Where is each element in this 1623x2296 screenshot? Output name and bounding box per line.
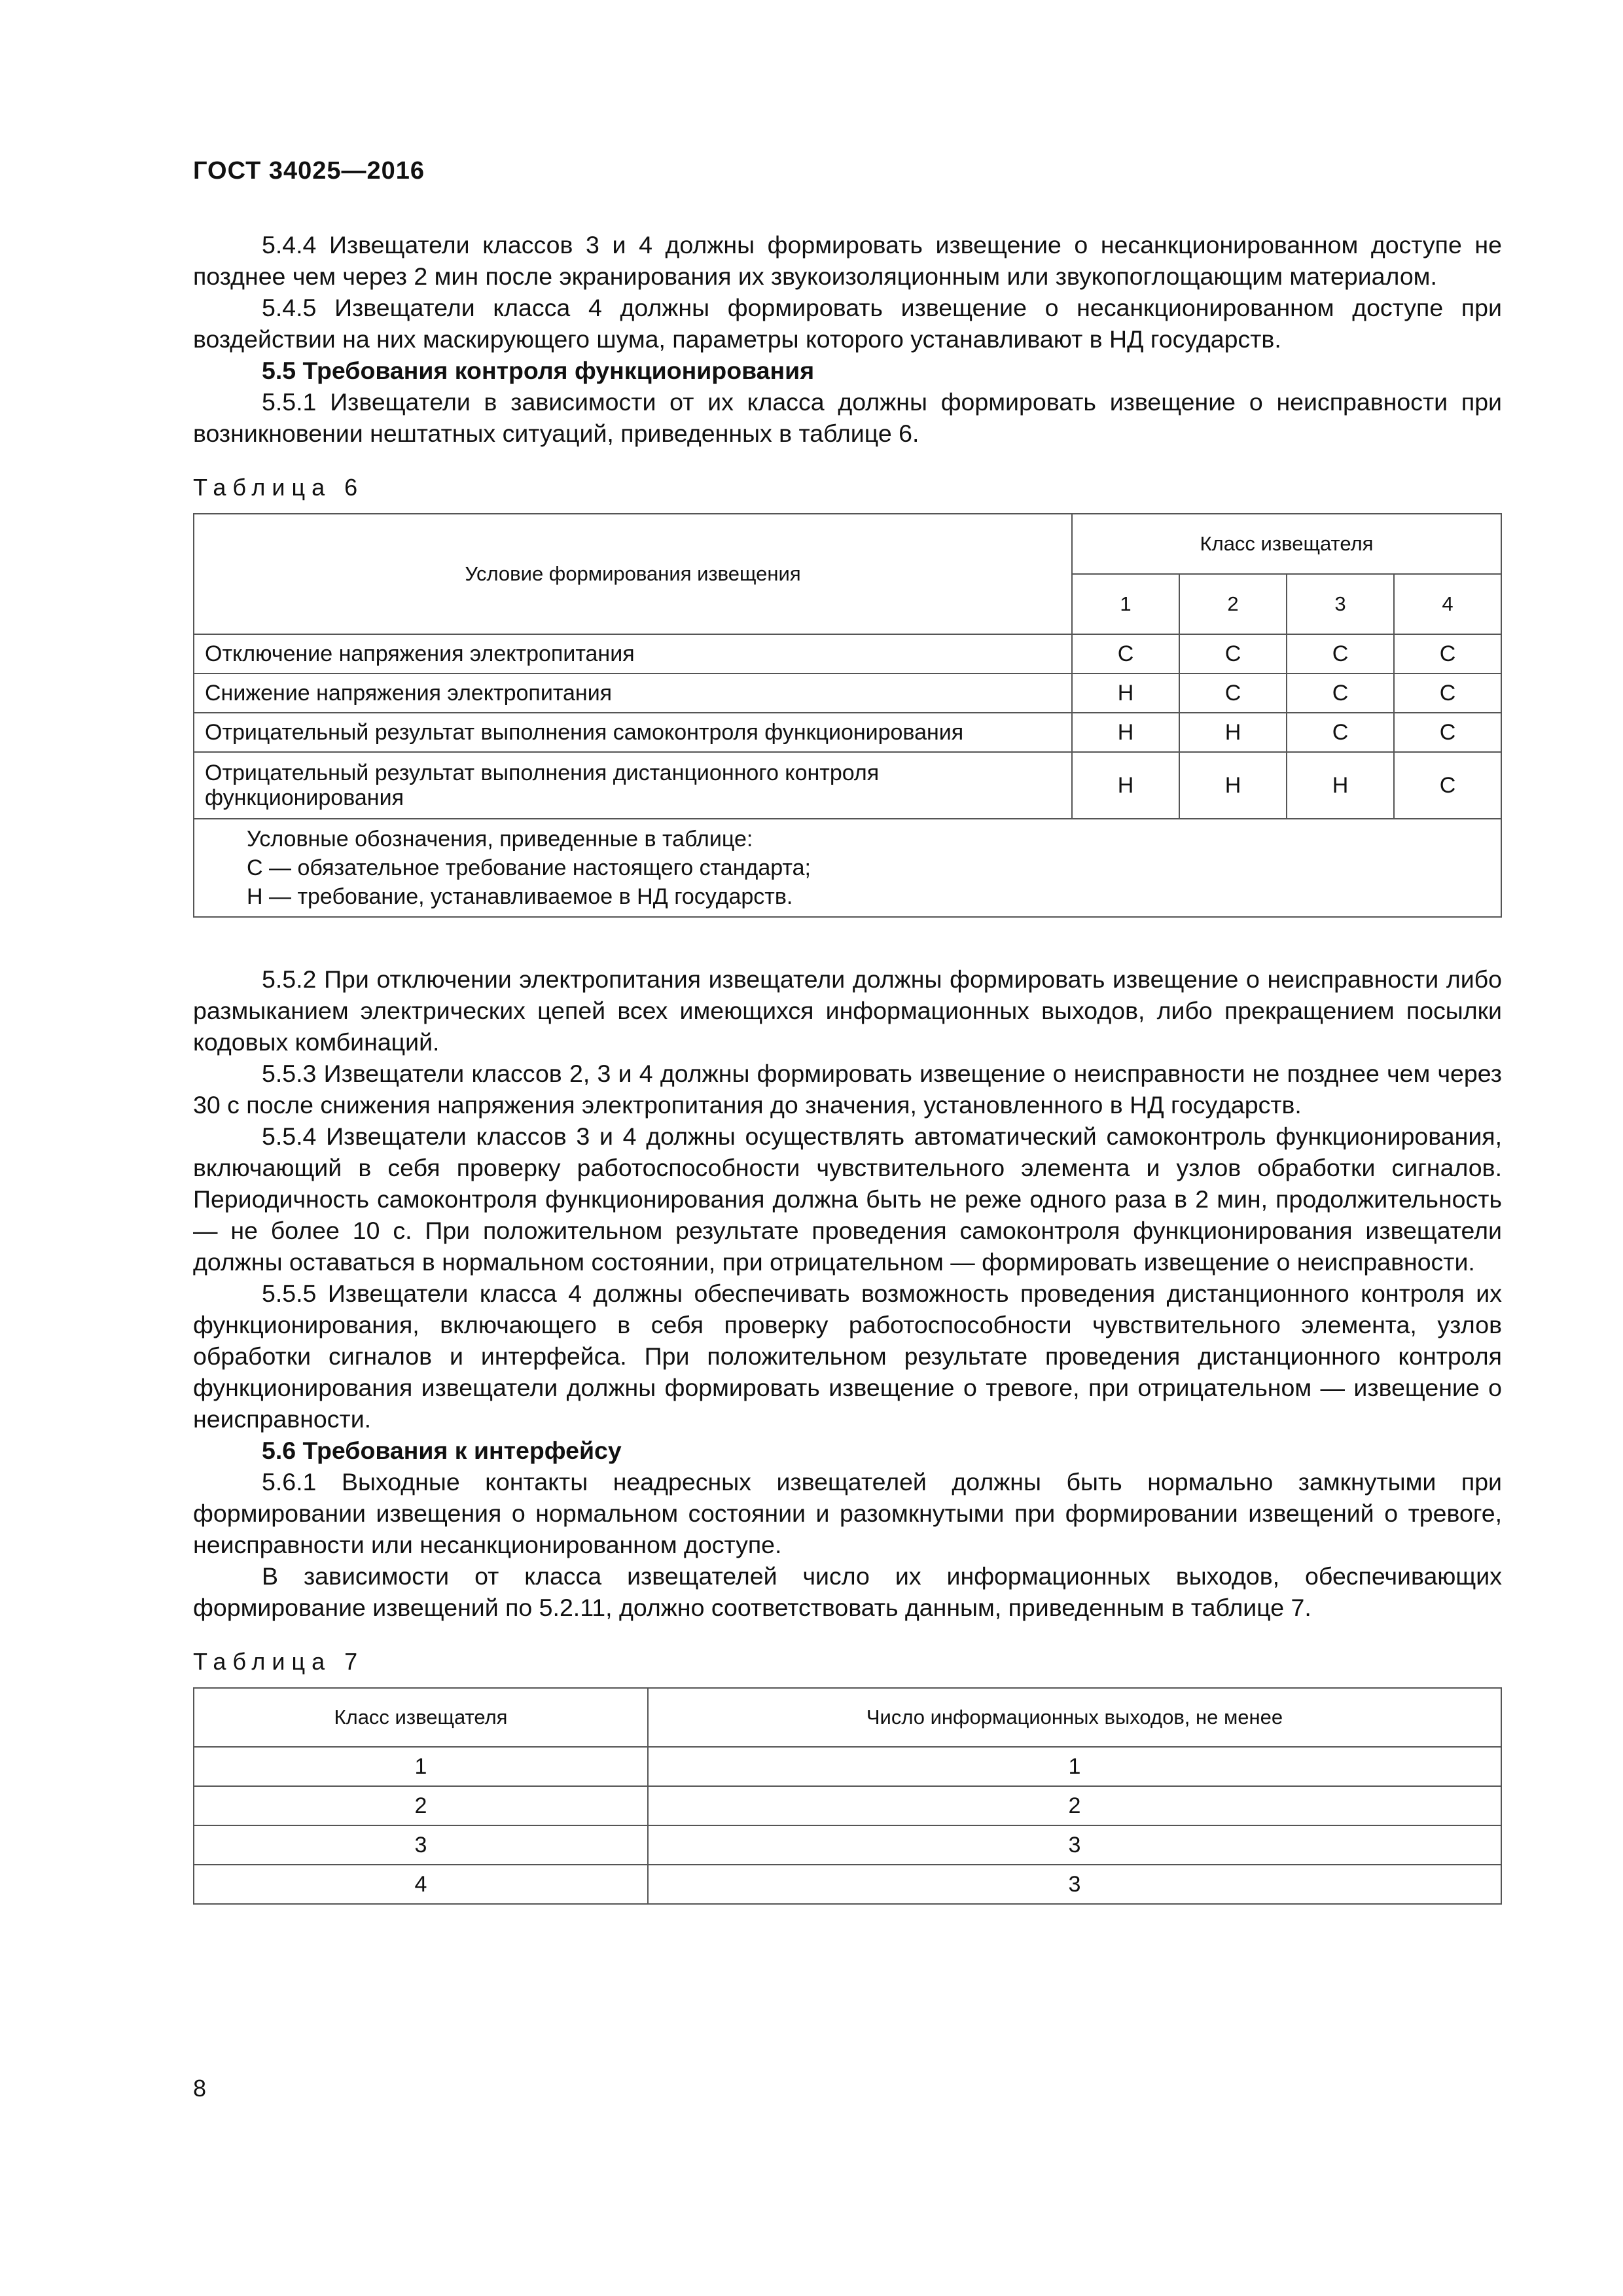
table-7-caption: Таблица 7 — [193, 1648, 365, 1675]
clause-5-5-4: 5.5.4 Извещатели классов 3 и 4 должны осуществлять автоматический самоконтроль функционирования, включающий в себя проверку работоспособности чувствительного элемента и узлов обработки сигналов. Периодичность самоконтроля функционирования должна быть не реже одного раза в 2 мин, продолжительность — не более 10 с. При положительном результате проведения самоконтроля функционирования извещатели должны оставаться в нормальном состоянии, при отрицательном — формировать извещение о неисправности. — [193, 1122, 1502, 1276]
table-6-condition-cell: Отрицательный результат выполнения дистанционного контроля функционирования — [194, 752, 1072, 819]
table-row — [194, 713, 1501, 752]
document-header: ГОСТ 34025—2016 — [193, 157, 425, 185]
table-7-header-outputs: Число информационных выходов, не менее — [648, 1688, 1501, 1747]
table-6-value-cell: Н — [1287, 752, 1394, 819]
table-6-condition-cell: Отключение напряжения электропитания — [194, 634, 1072, 673]
section-heading-5-5: 5.5 Требования контроля функционирования — [262, 357, 815, 384]
table-6-value-cell: С — [1072, 634, 1179, 673]
clause-5-5-5: 5.5.5 Извещатели класса 4 должны обеспечивать возможность проведения дистанционного контроля их функционирования, включающего в себя проверку работоспособности чувствительного элемента, узлов обработки сигналов и интерфейса. При положительном результате проведения дистанционного контроля функционирования извещатели должны формировать извещение о тревоге, при отрицательном — извещение о неисправности. — [193, 1280, 1502, 1433]
table-6-condition-cell: Отрицательный результат выполнения самоконтроля функционирования — [194, 713, 1072, 752]
table-row — [194, 1786, 1501, 1825]
table-6-class-col: 3 — [1287, 574, 1394, 634]
table-6-value-cell: С — [1394, 673, 1501, 713]
table-7 — [193, 1687, 1502, 1905]
section-heading-5-6: 5.6 Требования к интерфейсу — [262, 1437, 622, 1464]
table-row — [194, 1825, 1501, 1865]
table-7-outputs-cell: 3 — [648, 1825, 1501, 1865]
clause-5-5-1: 5.5.1 Извещатели в зависимости от их класса должны формировать извещение о неисправности при возникновении нештатных ситуаций, приведенных в таблице 6. — [193, 388, 1502, 447]
table-6-class-col: 2 — [1179, 574, 1287, 634]
table-6-value-cell: С — [1394, 634, 1501, 673]
clause-5-4-4: 5.4.4 Извещатели классов 3 и 4 должны формировать извещение о несанкционированном доступе не позднее чем через 2 мин после экранирования их звукоизоляционным или звукопоглощающим материалом. — [193, 231, 1502, 290]
table-6-legend — [194, 819, 1501, 917]
table-6-value-cell: Н — [1072, 752, 1179, 819]
table-7-outputs-cell: 2 — [648, 1786, 1501, 1825]
table-7-outputs-cell: 3 — [648, 1865, 1501, 1904]
legend-line: С — обязательное требование настоящего стандарта; — [247, 855, 811, 880]
table-6-value-cell: С — [1394, 752, 1501, 819]
table-6-caption: Таблица 6 — [193, 474, 365, 501]
table-6-value-cell: Н — [1072, 673, 1179, 713]
table-6-value-cell: С — [1287, 713, 1394, 752]
table-7-class-cell: 1 — [194, 1747, 648, 1786]
clause-5-5-3: 5.5.3 Извещатели классов 2, 3 и 4 должны формировать извещение о неисправности не позднее чем через 30 с после снижения напряжения электропитания до значения, установленного в НД государств. — [193, 1060, 1502, 1119]
table-row — [194, 752, 1501, 819]
table-6-class-col: 1 — [1072, 574, 1179, 634]
table-6-value-cell: Н — [1179, 713, 1287, 752]
legend-line: Условные обозначения, приведенные в таблице: — [247, 827, 753, 852]
table-6-header-class: Класс извещателя — [1072, 514, 1501, 574]
table-6-value-cell: С — [1287, 634, 1394, 673]
table-row — [194, 1747, 1501, 1786]
table-6-class-col: 4 — [1394, 574, 1501, 634]
table-6-value-cell: С — [1287, 673, 1394, 713]
table-6-legend-row — [194, 819, 1501, 917]
clause-5-4-5: 5.4.5 Извещатели класса 4 должны формировать извещение о несанкционированном доступе при воздействии на них маскирующего шума, параметры которого устанавливают в НД государств. — [193, 294, 1502, 353]
page-number: 8 — [193, 2075, 207, 2102]
legend-line: Н — требование, устанавливаемое в НД государств. — [247, 884, 793, 909]
table-6-value-cell: С — [1394, 713, 1501, 752]
clause-5-5-2: 5.5.2 При отключении электропитания извещатели должны формировать извещение о неисправности либо размыканием электрических цепей всех имеющихся информационных выходов, либо прекращением посылки кодовых комбинаций. — [193, 965, 1502, 1056]
table-7-class-cell: 3 — [194, 1825, 648, 1865]
table-7-class-cell: 2 — [194, 1786, 648, 1825]
table-6 — [193, 513, 1502, 918]
clause-5-6-1: 5.6.1 Выходные контакты неадресных извещателей должны быть нормально замкнутыми при формировании извещения о нормальном состоянии и разомкнутыми при формировании извещений о тревоге, неисправности или несанкционированном доступе. — [193, 1468, 1502, 1558]
clause-outputs: В зависимости от класса извещателей число их информационных выходов, обеспечивающих формирование извещений по 5.2.11, должно соответствовать данным, приведенным в таблице 7. — [193, 1562, 1502, 1621]
table-6-value-cell: С — [1179, 673, 1287, 713]
table-6-value-cell: С — [1179, 634, 1287, 673]
table-row — [194, 1865, 1501, 1904]
table-6-value-cell: Н — [1072, 713, 1179, 752]
table-row — [194, 634, 1501, 673]
table-7-outputs-cell: 1 — [648, 1747, 1501, 1786]
table-6-header-condition: Условие формирования извещения — [194, 514, 1072, 634]
table-7-header-class: Класс извещателя — [194, 1688, 648, 1747]
document-page — [193, 157, 1502, 1905]
table-6-value-cell: Н — [1179, 752, 1287, 819]
table-6-condition-cell: Снижение напряжения электропитания — [194, 673, 1072, 713]
table-7-class-cell: 4 — [194, 1865, 648, 1904]
table-row — [194, 673, 1501, 713]
